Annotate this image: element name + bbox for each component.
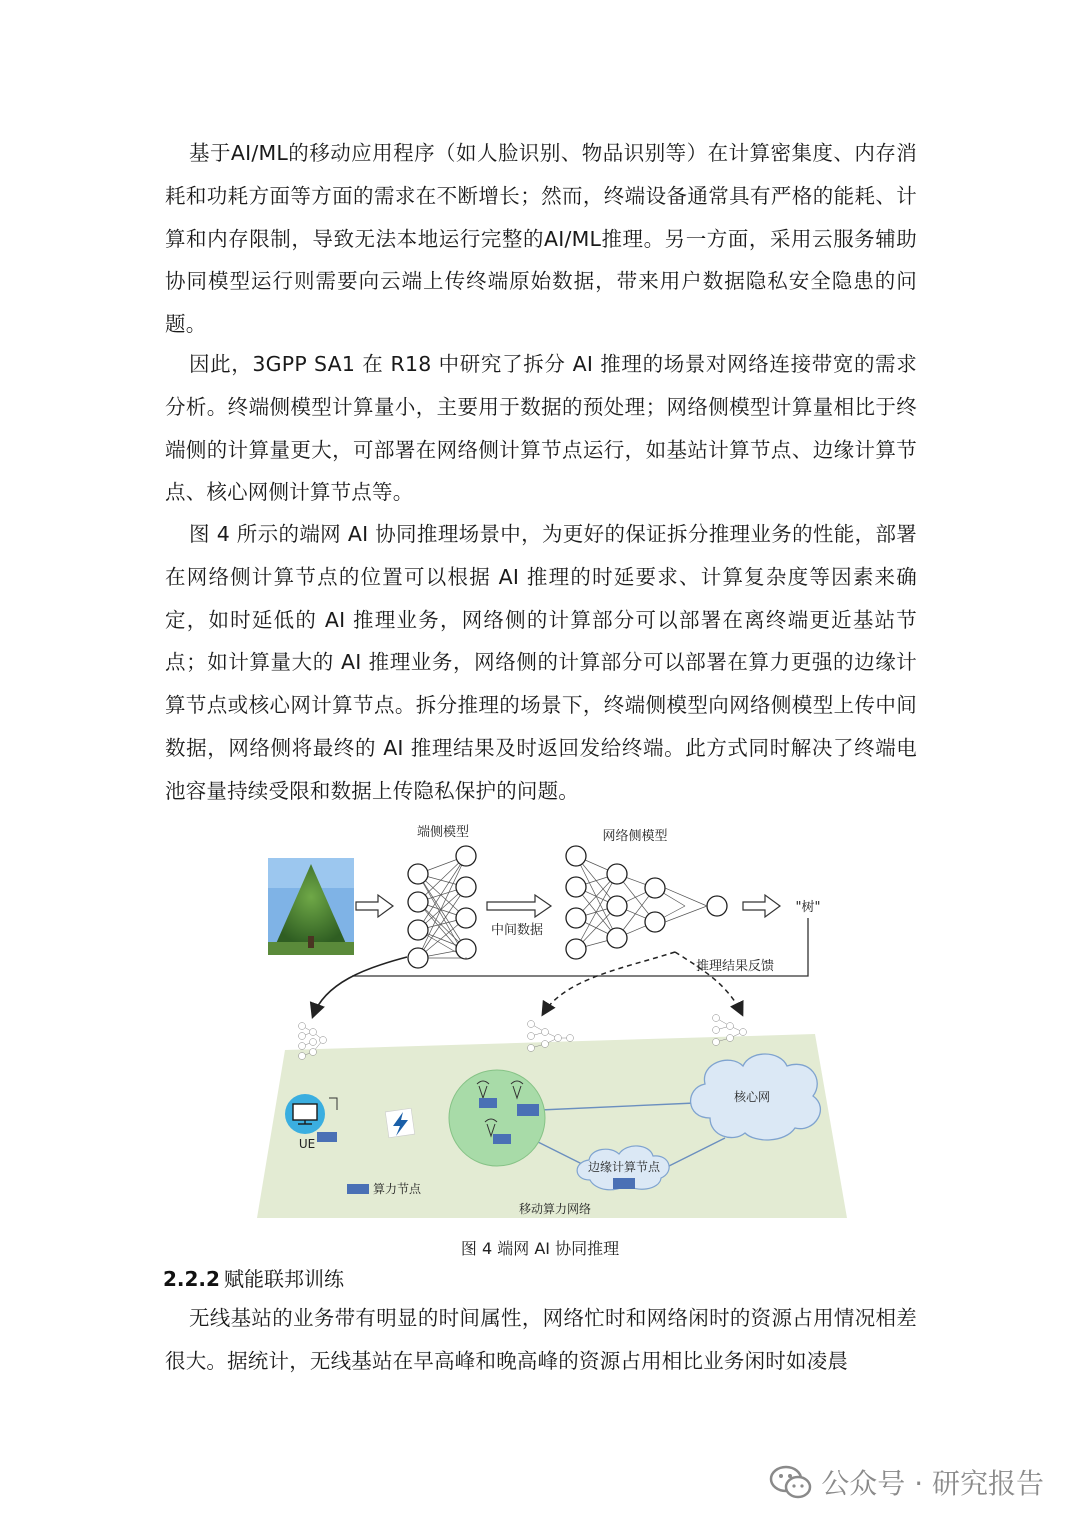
paragraph-figure-4-description: 图 4 所示的端网 AI 协同推理场景中，为更好的保证拆分推理业务的性能，部署在网络侧计算节点的位置可以根据 AI 推理的时延要求、计算复杂度等因素来确定，如时延低的 AI 推理业务，网络侧的计算部分可以部署在离终端更近基站节点；如计算量大的 AI 推理业务，网络侧的计算部分可以部署在算力更强的边缘计算节点或核心网计算节点。拆分推理的场景下，终端侧模型向网络侧模型上传中间数据，网络侧将最终的 AI 推理结果及时返回发给终端。此方式同时解决了终端电池容量持续受限和数据上传隐私保护的问题。: [165, 522, 917, 803]
ue-label: UE: [298, 1137, 316, 1151]
section-number: 2.2.2: [163, 1267, 220, 1291]
compute-node-bs-2: [517, 1104, 539, 1116]
intermediate-data-label: 中间数据: [490, 923, 544, 938]
section-title: 赋能联邦训练: [223, 1267, 344, 1291]
network-model-edges: [576, 856, 685, 949]
compute-node-ue: [317, 1132, 337, 1142]
arrow-to-ue-model: [313, 957, 407, 1016]
base-station-bubble: [449, 1070, 545, 1166]
output-label: "树": [795, 900, 821, 915]
watermark: [769, 1462, 1044, 1502]
paragraph-ai-ml-demand: 基于AI/ML的移动应用程序（如人脸识别、物品识别等）在计算密集度、内存消耗和功耗方面等方面的需求在不断增长；然而，终端设备通常具有严格的能耗、计算和内存限制，导致无法本地运行完整的AI/ML推理。另一方面，采用云服务辅助协同模型运行则需要向云端上传终端原始数据，带来用户数据隐私安全隐患的问题。: [165, 141, 917, 337]
figure-device-network-ai-inference: [255, 818, 855, 1218]
arrow-dashed-to-base-station: [543, 952, 675, 1014]
device-model-label: 端侧模型: [416, 825, 470, 840]
core-network-label: 核心网: [733, 1090, 771, 1104]
compute-node-edge: [613, 1178, 635, 1189]
arrow-input: [356, 895, 393, 917]
compute-node-bs-1: [479, 1098, 497, 1108]
watermark-text: 公众号 · 研究报告: [821, 1467, 1044, 1500]
mobile-compute-network-label: 移动算力网络: [518, 1202, 592, 1216]
paragraph-3gpp-split-inference: 因此，3GPP SA1 在 R18 中研究了拆分 AI 推理的场景对网络连接带宽的需求分析。终端侧模型计算量小，主要用于数据的预处理；网络侧模型计算量相比于终端侧的计算量更大，可部署在网络侧计算节点运行，如基站计算节点、边缘计算节点、核心网侧计算节点等。: [165, 352, 917, 505]
figure-caption: 图 4 端网 AI 协同推理: [460, 1239, 620, 1258]
arrow-intermediate-data: [487, 895, 551, 917]
tree-image: [268, 858, 354, 955]
compute-node-bs-3: [493, 1134, 511, 1144]
network-model-label: 网络侧模型: [602, 829, 668, 844]
wechat-icon: [769, 1462, 813, 1502]
arrow-output: [743, 895, 780, 917]
wireless-link-icon: [385, 1108, 414, 1137]
paragraph-base-station-time: 无线基站的业务带有明显的时间属性，网络忙时和网络闲时的资源占用情况相差很大。据统计，无线基站在早高峰和晚高峰的资源占用相比业务闲时如凌晨: [165, 1306, 917, 1373]
compute-node-legend-swatch: [347, 1184, 369, 1194]
edge-node-label: 边缘计算节点: [587, 1160, 661, 1174]
feedback-label: 推理结果反馈: [695, 959, 775, 974]
compute-node-legend-label: 算力节点: [373, 1182, 422, 1196]
section-heading: [163, 1263, 344, 1292]
